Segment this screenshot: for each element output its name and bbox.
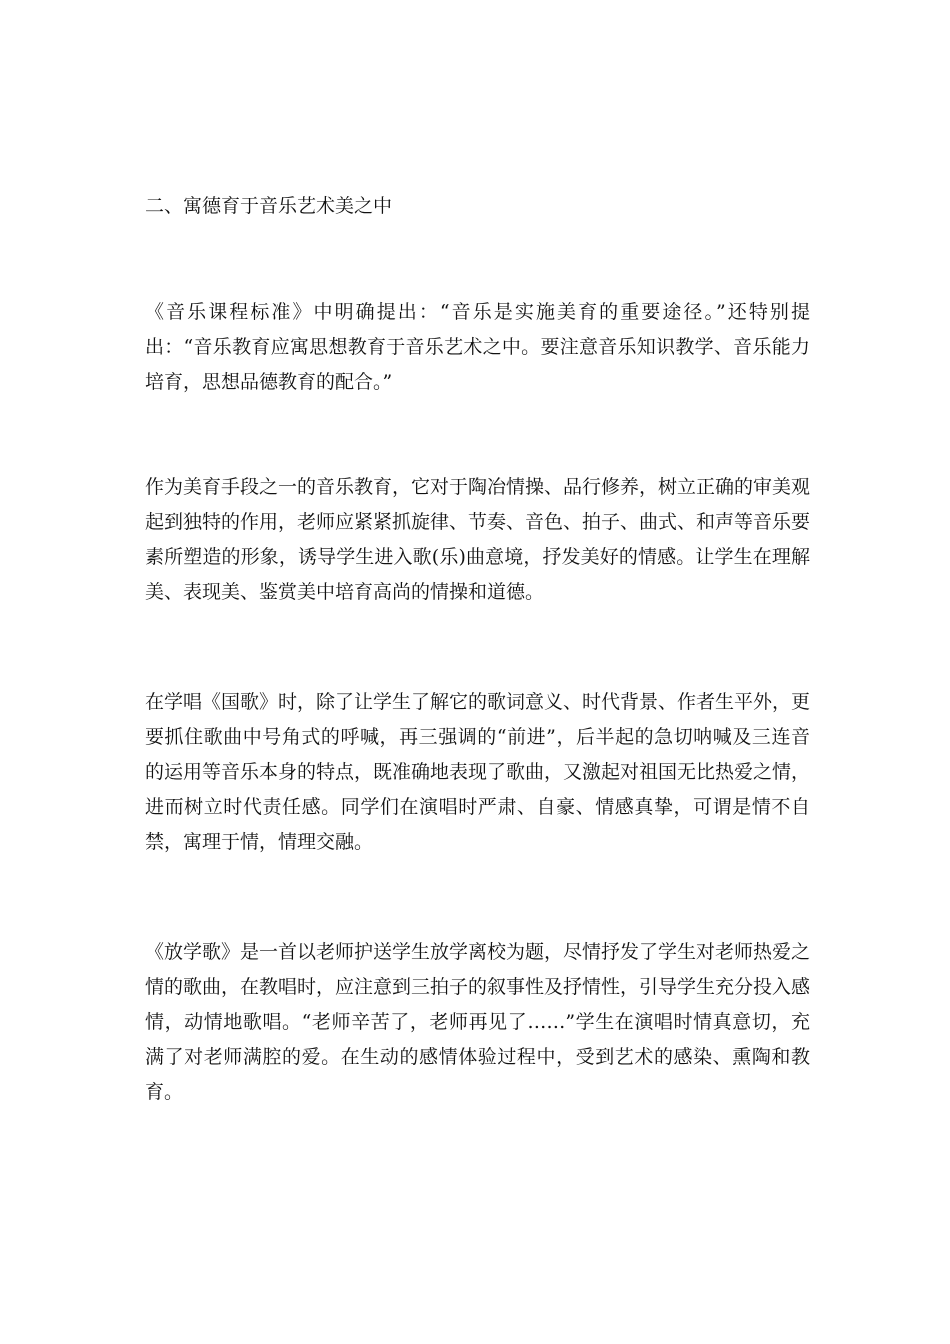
paragraph-national-anthem: 在学唱《国歌》时，除了让学生了解它的歌词意义、时代背景、作者生平外，更要抓住歌曲中号角式的呼喊，再三强调的“前进”，后半起的急切呐喊及三连音的运用等音乐本身的特点，既准确地表现了歌曲，又激起对祖国无比热爱之情，进而树立时代责任感。同学们在演唱时严肃、自豪、情感真挚，可谓是情不自禁，寓理于情，情理交融。 bbox=[145, 691, 811, 853]
paragraph-curriculum-standard: 《音乐课程标准》中明确提出：“音乐是实施美育的重要途径。”还特别提出：“音乐教育应寓思想教育于音乐艺术之中。要注意音乐知识教学、音乐能力培育，思想品德教育的配合。” bbox=[145, 301, 810, 393]
section-heading: 二、寓德育于音乐艺术美之中 bbox=[145, 195, 393, 217]
paragraph-music-education-role: 作为美育手段之一的音乐教育，它对于陶冶情操、品行修养，树立正确的审美观起到独特的作用，老师应紧紧抓旋律、节奏、音色、拍子、曲式、和声等音乐要素所塑造的形象，诱导学生进入歌(乐)曲意境，抒发美好的情感。让学生在理解美、表现美、鉴赏美中培育高尚的情操和道德。 bbox=[145, 476, 811, 603]
paragraph-school-dismissal-song: 《放学歌》是一首以老师护送学生放学离校为题，尽情抒发了学生对老师热爱之情的歌曲，在教唱时，应注意到三拍子的叙事性及抒情性，引导学生充分投入感情，动情地歌唱。“老师辛苦了，老师再见了……”学生在演唱时情真意切，充满了对老师满腔的爱。在生动的感情体验过程中，受到艺术的感染、熏陶和教育。 bbox=[145, 941, 811, 1103]
